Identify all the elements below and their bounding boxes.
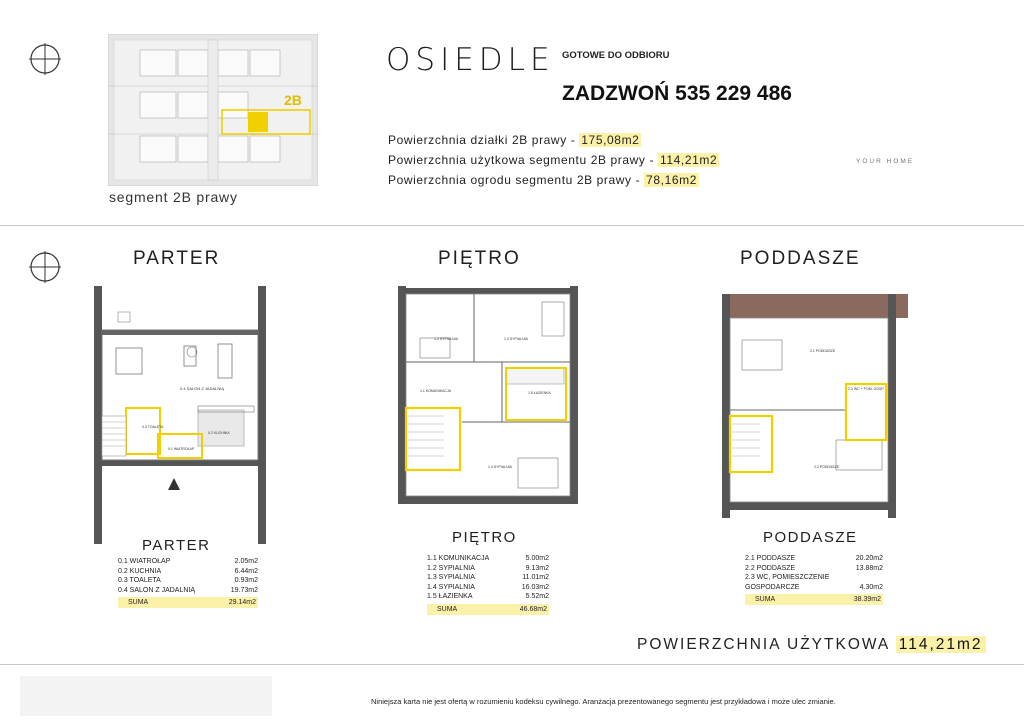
- table-row: 1.5 ŁAZIENKA 5.52m2: [427, 593, 549, 600]
- usable-area-value: 114,21m2: [659, 153, 718, 167]
- parter-table-title: PARTER: [142, 537, 211, 554]
- pietro-table: [427, 554, 549, 615]
- table-row: 2.1 PODDASZE 20.20m2: [745, 555, 883, 562]
- poddasze-label-2-3: 2.3 WC + POM. GOSP.: [848, 387, 885, 391]
- pietro-label-lazienka: 1.5 ŁAZIENKA: [528, 391, 551, 395]
- plot-area-label: Powierzchnia działki 2B prawy -: [388, 133, 580, 147]
- garden-area-value: 78,16m2: [646, 173, 698, 187]
- table-row: 1.4 SYPIALNIA 16.03m2: [427, 583, 549, 591]
- usable-area-label: Powierzchnia użytkowa segmentu 2B prawy -: [388, 153, 658, 167]
- footer-box: [20, 676, 272, 716]
- poddasze-title: PODDASZE: [740, 248, 861, 269]
- parter-sum-row: SUMA 29.14m2: [118, 597, 258, 608]
- poddasze-sum-row: SUMA 38.39m2: [745, 594, 883, 605]
- table-row: 2.3 WC, POMIESZCZENIE GOSPODARCZE 4.30m2: [745, 574, 883, 591]
- usable-area-line: [388, 153, 719, 167]
- poddasze-table: [745, 554, 883, 605]
- plot-area-line: [388, 133, 641, 147]
- divider-top: [0, 225, 1024, 226]
- compass-icon-top: [28, 42, 62, 76]
- pietro-label-syp-1-4: 1.4 SYPIALNIA: [488, 465, 512, 469]
- pietro-title: PIĘTRO: [438, 248, 521, 269]
- ready-status: GOTOWE DO ODBIORU: [562, 50, 670, 61]
- pietro-sum-row: SUMA 46.68m2: [427, 604, 549, 615]
- parter-floor-plan: [88, 282, 280, 544]
- table-row: 0.3 TOALETA 0.93m2: [118, 577, 258, 584]
- total-value: 114,21m2: [896, 636, 986, 653]
- table-row: 2.2 PODDASZE 13.88m2: [745, 564, 883, 572]
- disclaimer: Niniejsza karta nie jest ofertą w rozumieniu kodeksu cywilnego. Aranżacja prezentowanego segmentu jest przykładowa i może ulec zmianie.: [371, 697, 836, 706]
- table-row: 1.2 SYPIALNIA 9.13m2: [427, 564, 549, 572]
- plot-area-value: 175,08m2: [581, 133, 640, 147]
- parter-label-toaleta: 0.3 TOALETA: [142, 425, 164, 429]
- site-plan: [108, 34, 318, 186]
- garden-area-label: Powierzchnia ogrodu segmentu 2B prawy -: [388, 173, 645, 187]
- divider-bottom: [0, 664, 1024, 665]
- segment-label: segment 2B prawy: [109, 189, 238, 205]
- poddasze-floor-plan: [716, 282, 912, 524]
- poddasze-label-2-2: 2.2 PODDASZE: [814, 465, 840, 469]
- pietro-label-syp-1-3: 1.3 SYPIALNIA: [504, 337, 528, 341]
- garden-area-line: [388, 173, 699, 187]
- parter-label-wiatrolap: 0.1 WIATROŁAP: [168, 447, 195, 451]
- parter-label-kuchnia: 0.2 KUCHNIA: [208, 431, 230, 435]
- table-row: 1.1 KOMUNIKACJA 5.00m2: [427, 555, 549, 562]
- parter-label-salon: 0.4 SALON Z JADALNIĄ: [180, 386, 225, 391]
- phone-number[interactable]: ZADZWOŃ 535 229 486: [562, 82, 792, 105]
- pietro-table-title: PIĘTRO: [452, 529, 517, 546]
- tagline: YOUR HOME: [856, 158, 915, 165]
- pietro-label-komunikacja: 1.1 KOMUNIKACJA: [420, 389, 452, 393]
- pietro-label-syp-1-2: 1.2 SYPIALNIA: [434, 337, 458, 341]
- table-row: 0.1 WIATROŁAP 2.05m2: [118, 558, 258, 565]
- compass-icon-floors: [28, 250, 62, 284]
- table-row: 0.4 SALON Z JADALNIĄ 19.73m2: [118, 586, 258, 594]
- brand-name: OSIEDLE: [386, 42, 555, 78]
- poddasze-table-title: PODDASZE: [763, 529, 858, 546]
- total-usable-area: [637, 636, 986, 654]
- total-label: POWIERZCHNIA UŻYTKOWA: [637, 636, 890, 653]
- site-tag: 2B: [284, 92, 302, 108]
- table-row: 1.3 SYPIALNIA 11.01m2: [427, 574, 549, 581]
- parter-table: [118, 557, 258, 608]
- pietro-floor-plan: [396, 282, 586, 512]
- parter-title: PARTER: [133, 248, 221, 269]
- poddasze-label-2-1: 2.1 PODDASZE: [810, 349, 836, 353]
- table-row: 0.2 KUCHNIA 6.44m2: [118, 567, 258, 575]
